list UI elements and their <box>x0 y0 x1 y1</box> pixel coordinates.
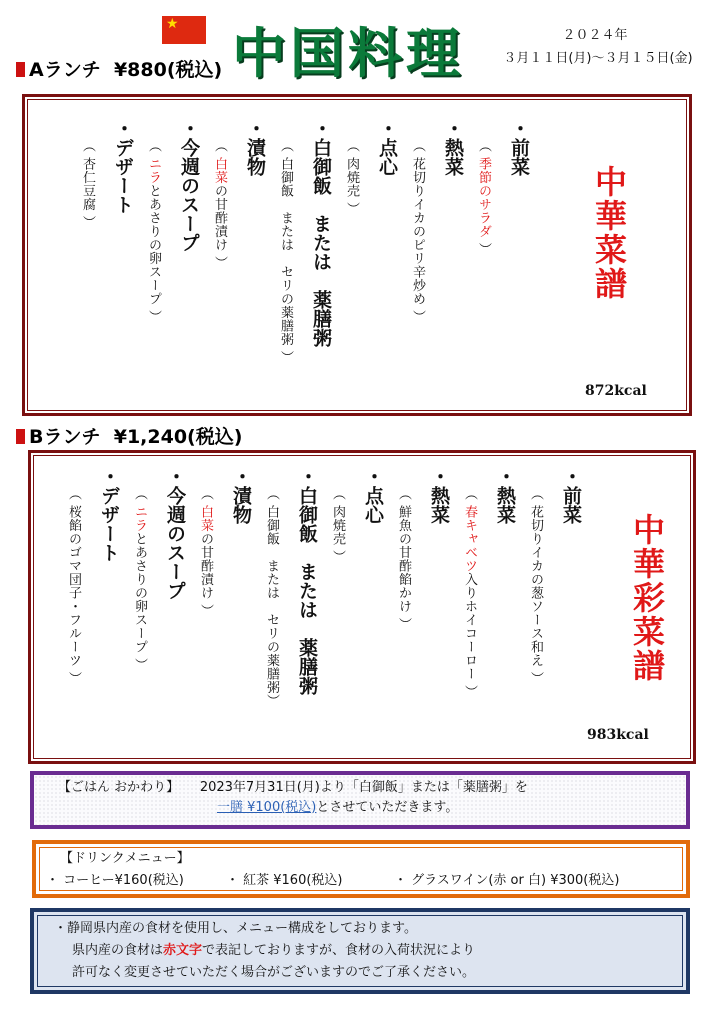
menu-detail <box>411 139 424 324</box>
menu-detail-text: （ <box>344 139 359 158</box>
notice-line2 <box>72 942 475 960</box>
menu-detail-local-ingredient: ニラ <box>146 157 161 185</box>
menu-detail <box>345 139 358 216</box>
lunch-b-heading <box>16 425 242 449</box>
menu-detail <box>199 487 212 618</box>
menu-category: ・白御飯 または 薬膳粥 <box>310 119 332 347</box>
menu-detail-text: ） <box>132 653 147 672</box>
menu-detail-text: 入りホイコーロー <box>462 572 477 681</box>
rice-refill-heading: 【ごはん おかわり】 <box>58 780 180 795</box>
menu-detail-local-ingredient: 白菜 <box>198 505 213 533</box>
menu-detail-text: 鮮魚の甘酢餡かけ <box>396 505 411 614</box>
rice-refill-text: 2023年7月31日(月)より「白御飯」または「薬膳粥」を <box>199 780 528 795</box>
menu-category: ・デザート <box>98 467 120 562</box>
menu-detail-text: （ <box>462 487 477 506</box>
menu-detail <box>529 487 542 685</box>
menu-detail <box>477 139 490 256</box>
drink-item: ・ 紅茶 ¥160(税込) <box>226 873 343 888</box>
rice-refill-line1 <box>58 779 528 797</box>
menu-detail-text: ） <box>80 211 95 230</box>
lunch-b-course-title: 中華彩菜譜 <box>628 513 666 683</box>
menu-detail-local-ingredient: 季節のサラダ <box>476 157 491 239</box>
red-square-icon <box>16 62 25 77</box>
menu-detail-local-ingredient: 春キャベツ <box>462 505 477 573</box>
menu-detail <box>133 487 146 672</box>
lunch-b-price: ¥1,240(税込) <box>113 426 243 448</box>
menu-detail-text: 花切りイカの葱ソース和え <box>528 505 543 668</box>
menu-category: ・熱菜 <box>442 119 464 176</box>
menu-detail <box>67 487 80 685</box>
notice-line3: 許可なく変更させていただく場合がございますのでご了承ください。 <box>72 965 476 980</box>
menu-detail-text: の甘酢漬け <box>198 532 213 600</box>
lunch-a-price: ¥880(税込) <box>113 59 223 81</box>
drink-item: ・ グラスワイン(赤 or 白) ¥300(税込) <box>394 873 620 888</box>
drink-menu-box <box>32 840 690 898</box>
menu-detail <box>279 139 292 364</box>
rice-refill-box <box>30 771 690 829</box>
menu-detail-text: （ <box>528 487 543 506</box>
menu-detail-text: （ <box>396 487 411 506</box>
china-flag-icon <box>162 16 206 44</box>
refill-price-link[interactable]: 一膳 ¥100(税込) <box>217 800 317 815</box>
page-title: 中国料理 <box>232 22 464 85</box>
menu-detail <box>331 487 344 564</box>
lunch-b-menu-box <box>28 450 696 764</box>
menu-detail-text: （ <box>410 139 425 158</box>
menu-detail <box>81 139 94 229</box>
menu-detail-text: （ <box>330 487 345 506</box>
notice-line2-before: 県内産の食材は <box>72 943 164 958</box>
menu-detail-text: 肉焼売 <box>344 157 359 198</box>
menu-detail-text: （ <box>212 139 227 158</box>
year-label: ２０２４年 <box>562 28 628 43</box>
notice-box <box>30 908 690 994</box>
menu-detail-text: ） <box>278 346 293 365</box>
menu-detail-text: ） <box>212 251 227 270</box>
notice-red-text: 赤文字 <box>163 943 203 958</box>
drink-item: ・ コーヒー¥160(税込) <box>46 873 184 888</box>
menu-detail-text: ） <box>462 680 477 699</box>
drink-menu-heading: 【ドリンクメニュー】 <box>60 851 190 866</box>
date-range: ３月１１日(月)～３月１５日(金) <box>503 51 693 66</box>
menu-detail-text: （ <box>66 487 81 506</box>
menu-detail-text: （ <box>80 139 95 158</box>
red-square-icon <box>16 429 25 444</box>
menu-category: ・前菜 <box>560 467 582 524</box>
menu-detail-text: （ <box>278 139 293 158</box>
menu-detail-text: ） <box>396 613 411 632</box>
flag-star-icon: ★ <box>166 16 179 32</box>
menu-detail-text: （ <box>146 139 161 158</box>
menu-category: ・漬物 <box>230 467 252 524</box>
menu-category: ・熱菜 <box>428 467 450 524</box>
menu-detail-text: ） <box>66 667 81 686</box>
menu-category: ・点心 <box>376 119 398 176</box>
lunch-a-heading <box>16 58 222 82</box>
menu-detail-text: の甘酢漬け <box>212 184 227 252</box>
menu-detail-text: ） <box>476 238 491 257</box>
menu-detail-text: 白御飯 または セリの薬膳粥 <box>264 505 279 695</box>
menu-detail <box>397 487 410 631</box>
lunch-a-course-title: 中華菜譜 <box>590 165 628 301</box>
menu-detail-text: ） <box>198 599 213 618</box>
menu-detail-text: とあさりの卵スープ <box>146 184 161 306</box>
menu-detail-text: 花切りイカのピリ辛炒め <box>410 157 425 306</box>
menu-detail-text: ） <box>410 305 425 324</box>
menu-detail <box>213 139 226 270</box>
menu-category: ・白御飯 または 薬膳粥 <box>296 467 318 695</box>
menu-detail-text: （ <box>264 487 279 506</box>
menu-detail-local-ingredient: ニラ <box>132 505 147 533</box>
menu-detail-text: （ <box>132 487 147 506</box>
lunch-a-label: Aランチ <box>29 59 101 81</box>
lunch-a-kcal: 872kcal <box>585 383 647 399</box>
menu-detail-text: ） <box>344 197 359 216</box>
menu-detail-text: （ <box>198 487 213 506</box>
menu-detail-text: 白御飯 または セリの薬膳粥 <box>278 157 293 347</box>
menu-detail-local-ingredient: 白菜 <box>212 157 227 185</box>
menu-category: ・今週のスープ <box>178 119 200 252</box>
rice-refill-line2 <box>217 799 458 817</box>
lunch-a-menu-box <box>22 94 692 416</box>
menu-detail-text: ） <box>528 667 543 686</box>
menu-detail-text: ） <box>146 305 161 324</box>
menu-category: ・漬物 <box>244 119 266 176</box>
menu-category: ・点心 <box>362 467 384 524</box>
menu-detail-text: 杏仁豆腐 <box>80 157 95 212</box>
menu-detail <box>463 487 476 699</box>
menu-detail-text: ） <box>264 694 279 708</box>
menu-category: ・デザート <box>112 119 134 214</box>
notice-line2-after: で表記しておりますが、食材の入荷状況により <box>202 943 476 958</box>
lunch-b-kcal: 983kcal <box>587 727 649 743</box>
notice-line1: ・静岡県内産の食材を使用し、メニュー構成をしております。 <box>54 921 417 936</box>
menu-category: ・熱菜 <box>494 467 516 524</box>
menu-category: ・前菜 <box>508 119 530 176</box>
rice-refill-text-rest: とさせていただきます。 <box>316 800 459 815</box>
lunch-b-label: Bランチ <box>29 426 101 448</box>
menu-detail <box>265 487 278 708</box>
menu-detail-text: 桜餡のゴマ団子・フルーツ <box>66 505 81 668</box>
menu-detail <box>147 139 160 324</box>
menu-detail-text: ） <box>330 545 345 564</box>
menu-detail-text: とあさりの卵スープ <box>132 532 147 654</box>
menu-detail-text: （ <box>476 139 491 158</box>
menu-category: ・今週のスープ <box>164 467 186 600</box>
menu-detail-text: 肉焼売 <box>330 505 345 546</box>
